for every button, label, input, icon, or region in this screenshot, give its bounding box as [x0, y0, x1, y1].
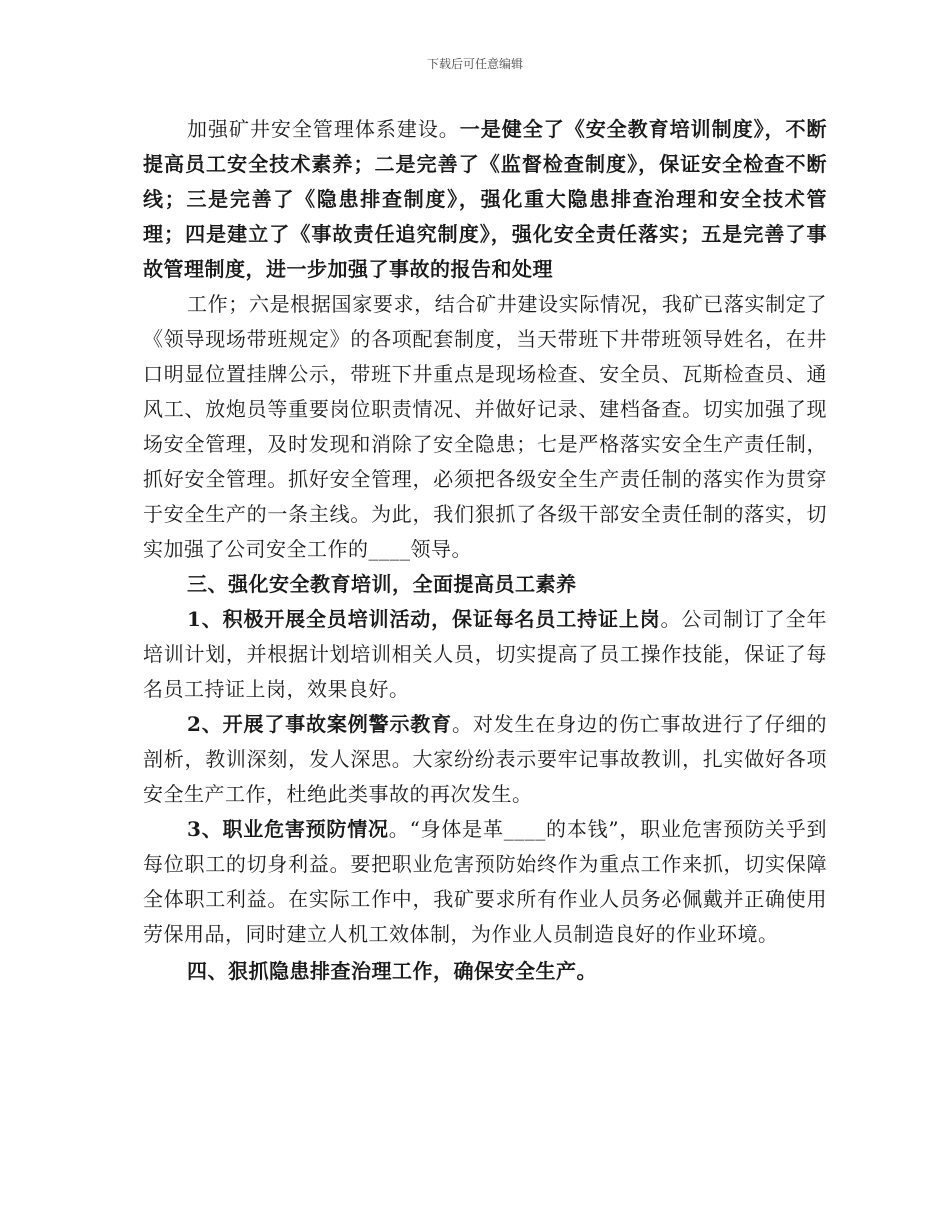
paragraph-safety-system	[143, 112, 827, 287]
list-item-3-text: 。“身体是革____的本钱”，职业危害预防关乎到每位职工的切身利益。要把职业危害预防始终作为重点工作来抓，切实保障全体职工利益。在实际工作中，我矿要求所有作业人员务必佩戴并正确使用劳保用品，同时建立人机工效体制，为作业人员制造良好的作业环境。	[143, 817, 827, 946]
list-item-3	[143, 812, 827, 952]
list-item-2-title: 2、开展了事故案例警示教育	[187, 712, 452, 736]
list-item-2	[143, 707, 827, 812]
list-item-1-text: 。公司制订了全年培训计划，并根据计划培训相关人员，切实提高了员工操作技能，保证了每名员工持证上岗，效果良好。	[143, 607, 827, 701]
list-item-2-text: 。对发生在身边的伤亡事故进行了仔细的剖析，教训深刻，发人深思。大家纷纷表示要牢记事故教训，扎实做好各项安全生产工作，杜绝此类事故的再次发生。	[143, 712, 827, 806]
list-item-1	[143, 602, 827, 707]
header-note: 下载后可任意编辑	[426, 57, 523, 71]
list-item-3-title: 3、职业危害预防情况	[187, 817, 389, 841]
paragraph-lead: 加强矿井安全管理体系建设。	[187, 117, 460, 141]
paragraph-bold-text: 一是健全了《安全教育培训制度》，不断提高员工安全技术素养；二是完善了《监督检查制度》，保证安全检查不断线；三是完善了《隐患排查制度》，强化重大隐患排查治理和安全技术管理；四是建立了《事故责任追究制度》，强化安全责任落实；五是完善了事故管理制度，进一步加强了事故的报告和处理	[143, 117, 828, 281]
section-heading-3: 三、强化安全教育培训，全面提高员工素养	[187, 572, 577, 596]
section-heading-4: 四、狠抓隐患排查治理工作，确保安全生产。	[187, 959, 597, 983]
paragraph-work-continuation: 工作；六是根据国家要求，结合矿井建设实际情况，我矿已落实制定了《领导现场带班规定》的各项配套制度，当天带班下井带班领导姓名，在井口明显位置挂牌公示，带班下井重点是现场检查、安全员、瓦斯检查员、通风工、放炮员等重要岗位职责情况、并做好记录、建档备查。切实加强了现场安全管理，及时发现和消除了安全隐患；七是严格落实安全生产责任制，抓好安全管理。抓好安全管理，必须把各级安全生产责任制的落实作为贯穿于安全生产的一条主线。为此，我们狠抓了各级干部安全责任制的落实，切实加强了公司安全工作的____领导。	[143, 292, 827, 561]
list-item-1-title: 1、积极开展全员培训活动，保证每名员工持证上岗	[187, 607, 661, 631]
document-body	[143, 112, 827, 989]
